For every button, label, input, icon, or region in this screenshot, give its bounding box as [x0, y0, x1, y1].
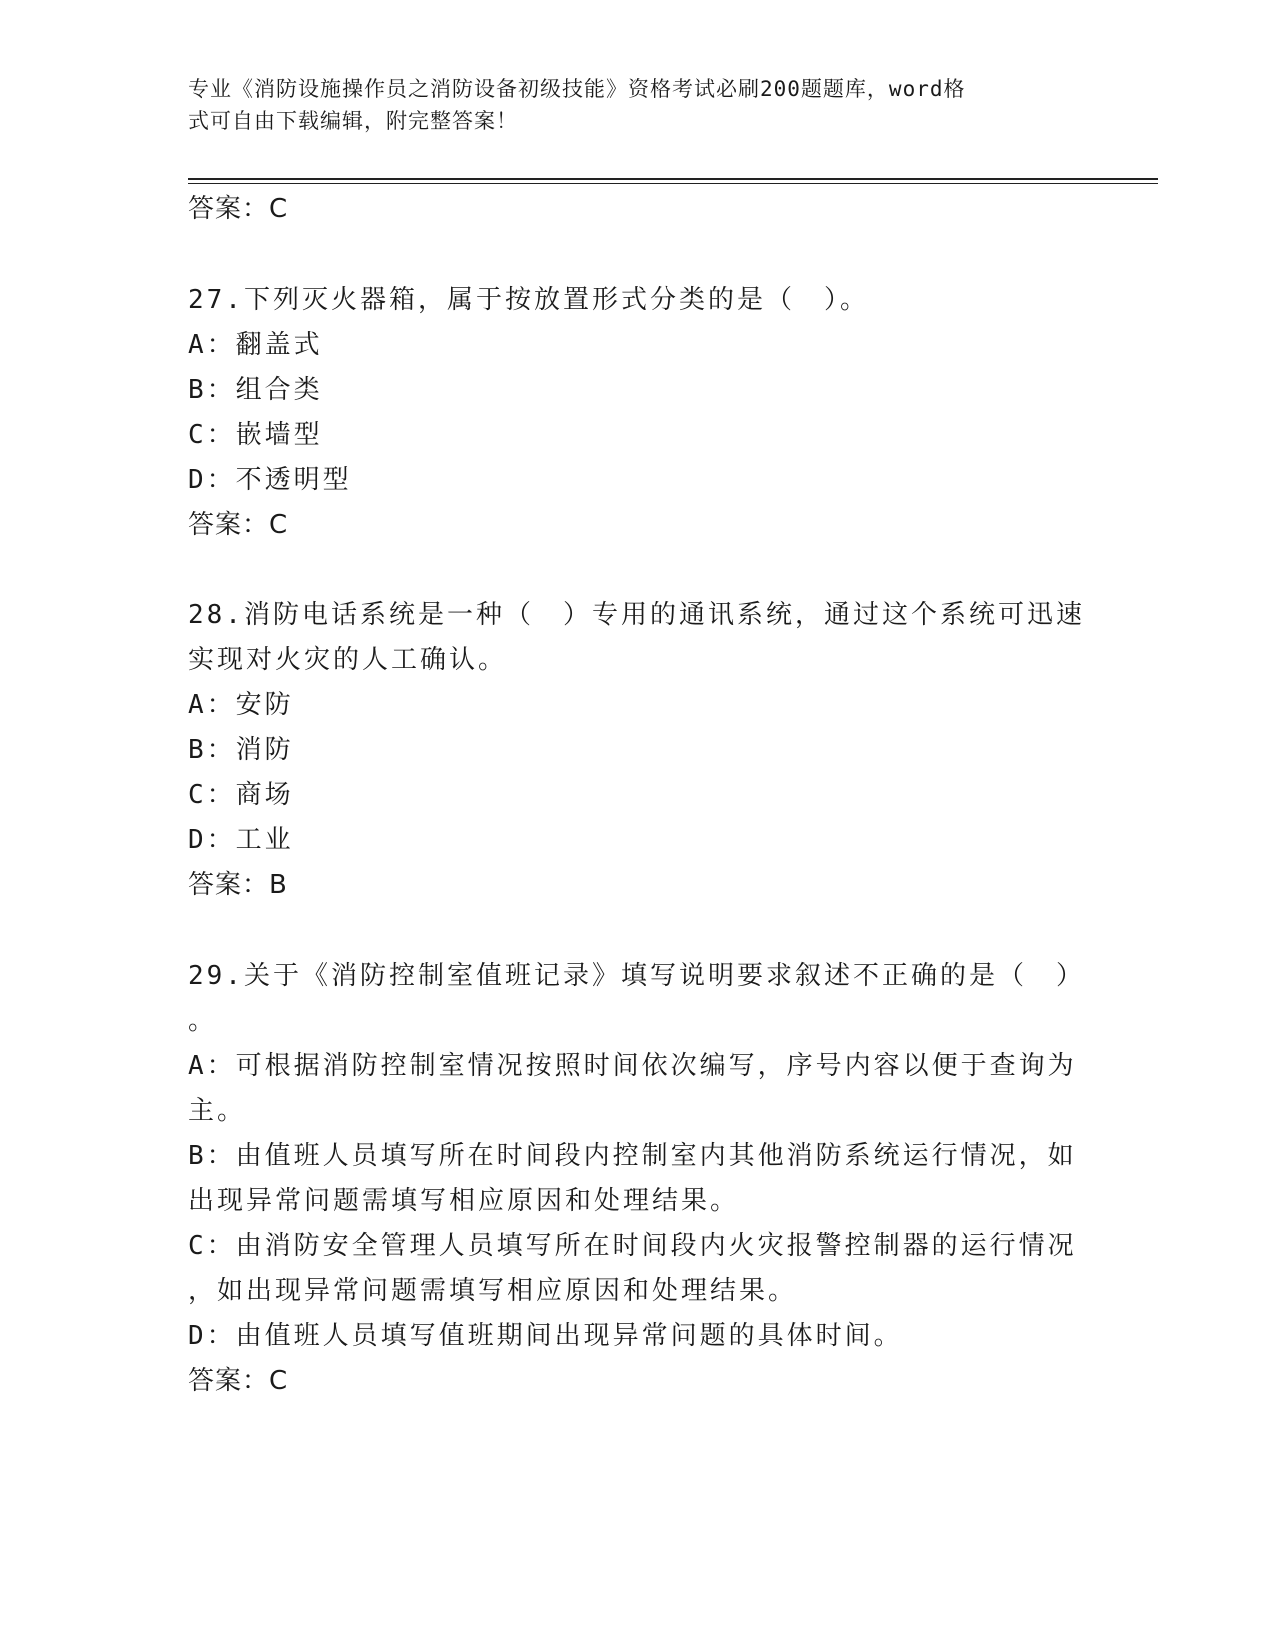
question-28-stem-line-2: 实现对火灾的人工确认。	[188, 645, 508, 675]
question-29-option-b-line-1: B：由值班人员填写所在时间段内控制室内其他消防系统运行情况，如	[188, 1141, 1077, 1171]
question-27-option-d: D：不透明型	[188, 465, 352, 495]
question-29-option-a-line-1: A：可根据消防控制室情况按照时间依次编写，序号内容以便于查询为	[188, 1051, 1077, 1081]
question-27-option-c: C：嵌墙型	[188, 420, 323, 450]
question-27-option-a: A：翻盖式	[188, 330, 323, 360]
question-29-stem-line-1: 29.关于《消防控制室值班记录》填写说明要求叙述不正确的是（ ）	[188, 961, 1085, 991]
document-header	[188, 73, 1078, 137]
question-27-stem: 27.下列灭火器箱，属于按放置形式分类的是（ ）。	[188, 285, 869, 315]
question-28-option-b: B：消防	[188, 735, 294, 765]
question-29-answer: 答案：C	[188, 1366, 289, 1396]
question-27-option-b: B：组合类	[188, 375, 323, 405]
question-29-option-d: D：由值班人员填写值班期间出现异常问题的具体时间。	[188, 1321, 903, 1351]
question-28-option-a: A：安防	[188, 690, 294, 720]
question-29-option-c-line-2: ，如出现异常问题需填写相应原因和处理结果。	[188, 1276, 798, 1306]
question-29-option-a-line-2: 主。	[188, 1096, 247, 1126]
question-28-answer: 答案：B	[188, 870, 288, 900]
header-line-2: 式可自由下载编辑，附完整答案！	[188, 109, 518, 133]
header-divider-thin	[188, 183, 1158, 184]
question-29-option-c-line-1: C：由消防安全管理人员填写所在时间段内火灾报警控制器的运行情况	[188, 1231, 1077, 1261]
header-line-1: 专业《消防设施操作员之消防设备初级技能》资格考试必刷200题题库，word格	[188, 77, 966, 101]
previous-answer: 答案：C	[188, 194, 289, 224]
header-divider-thick	[188, 178, 1158, 180]
question-28-stem-line-1: 28.消防电话系统是一种（ ）专用的通讯系统，通过这个系统可迅速	[188, 600, 1085, 630]
question-29-option-b-line-2: 出现异常问题需填写相应原因和处理结果。	[188, 1186, 740, 1216]
question-28-option-d: D：工业	[188, 825, 294, 855]
question-27-answer: 答案：C	[188, 510, 289, 540]
question-28-option-c: C：商场	[188, 780, 294, 810]
question-29-stem-line-2: 。	[188, 1006, 218, 1036]
